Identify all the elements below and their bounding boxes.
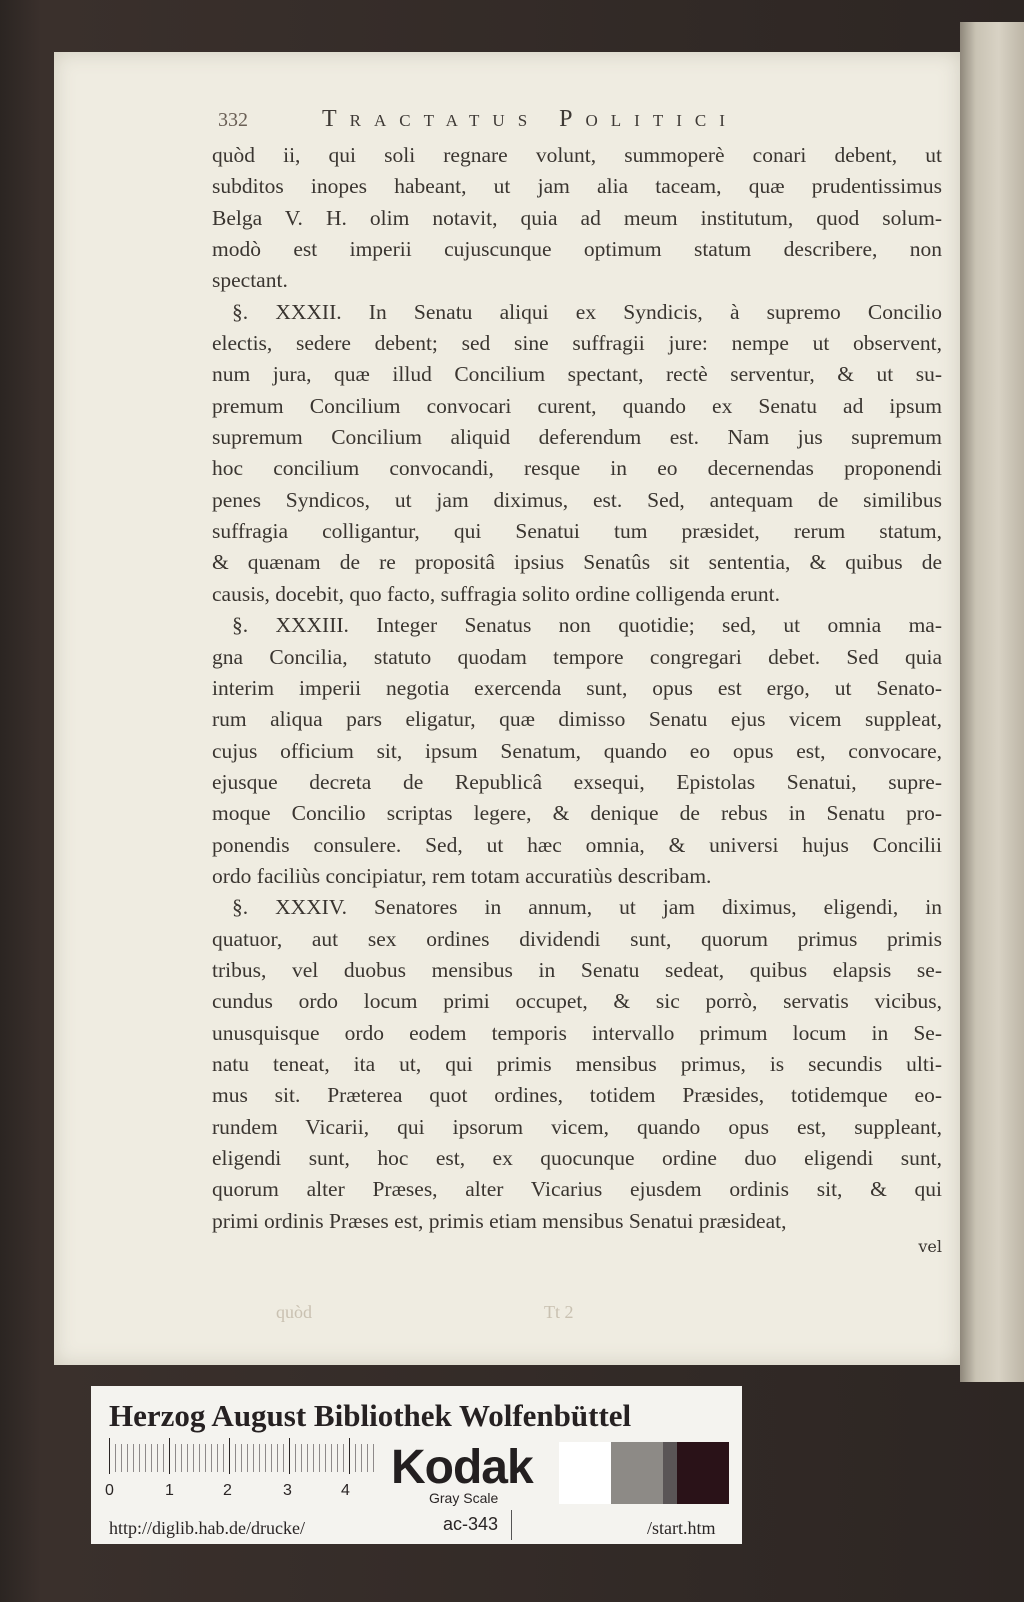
- bleed-through-text: quòd: [276, 1302, 312, 1322]
- text-line: subditos inopes habeant, ut jam alia taceam, quæ prudentissimus: [212, 174, 942, 199]
- book-page: [54, 52, 960, 1365]
- text-line: penes Syndicos, ut jam diximus, est. Sed, antequam de similibus: [212, 487, 942, 512]
- text-line: §. XXXIII. Integer Senatus non quotidie; sed, ut omnia ma-: [232, 613, 942, 638]
- gray-swatch-dark: [663, 1442, 677, 1504]
- text-line: & quænam de re propositâ ipsius Senatûs sit sententia, & quibus de: [212, 550, 942, 575]
- text-line: tribus, vel duobus mensibus in Senatu sedeat, quibus elapsis se-: [212, 957, 942, 982]
- text-line: rum aliqua pars eligatur, quæ dimisso Senatu ejus vicem suppleat,: [212, 707, 942, 732]
- text-line: interim imperii negotia exercenda sunt, opus est ergo, ut Senato-: [212, 675, 942, 700]
- ruler-scale: [109, 1444, 379, 1472]
- running-title: Tractatus Politici: [322, 106, 738, 132]
- running-head: [218, 106, 1002, 140]
- text-line: ejusque decreta de Republicâ exsequi, Epistolas Senatui, supre-: [212, 769, 942, 794]
- text-line: §. XXXIV. Senatores in annum, ut jam diximus, eligendi, in: [232, 895, 942, 920]
- text-line: modò est imperii cujuscunque optimum statum describere, non: [212, 237, 942, 262]
- ruler-major-tick: [229, 1438, 230, 1474]
- text-line: mus sit. Præterea quot ordines, totidem Præsides, totidemque eo-: [212, 1083, 942, 1108]
- text-line: unusquisque ordo eodem temporis intervallo primum locum in Se-: [212, 1020, 942, 1045]
- url-left: http://diglib.hab.de/drucke/: [109, 1518, 305, 1538]
- scale-label: 0: [105, 1482, 114, 1499]
- page-number: 332: [218, 109, 248, 131]
- text-line: ordo faciliùs concipiatur, rem totam accuratiùs describam.: [212, 863, 712, 888]
- ruler-major-tick: [109, 1438, 110, 1474]
- scale-label: 2: [223, 1482, 232, 1499]
- url-right: /start.htm: [647, 1518, 716, 1538]
- catchword: vel: [918, 1237, 942, 1257]
- text-line: electis, sedere debent; sed sine suffragii jure: nempe ut observent,: [212, 331, 942, 356]
- text-line: natu teneat, ita ut, qui primis mensibus primus, is secundis ulti-: [212, 1051, 942, 1076]
- text-line: moque Concilio scriptas legere, & denique de rebus in Senatu pro-: [212, 801, 942, 826]
- text-line: quorum alter Præses, alter Vicarius ejusdem ordinis sit, & qui: [212, 1177, 942, 1202]
- text-line: quatuor, aut sex ordines dividendi sunt, quorum primus primis: [212, 926, 942, 951]
- library-name: Herzog August Bibliothek Wolfenbüttel: [109, 1398, 632, 1433]
- text-line: ponendis consulere. Sed, ut hæc omnia, & universi hujus Concilii: [212, 832, 942, 857]
- text-line: rundem Vicarii, qui ipsorum vicem, quando opus est, suppleant,: [212, 1114, 942, 1139]
- text-line: supremum Concilium aliquid deferendum est. Nam jus supremum: [212, 425, 942, 450]
- gray-scale-label: Gray Scale: [429, 1490, 499, 1506]
- text-line: causis, docebit, quo facto, suffragia solito ordine colligenda erunt.: [212, 581, 780, 606]
- text-line: primi ordinis Præses est, primis etiam mensibus Senatui præsideat,: [212, 1208, 787, 1233]
- scale-label: 4: [341, 1482, 350, 1499]
- scale-label: 1: [165, 1482, 174, 1499]
- bleed-through-signature: Tt 2: [544, 1302, 574, 1322]
- text-line: cundus ordo locum primi occupet, & sic porrò, servatis vicibus,: [212, 989, 942, 1014]
- color-target-card: [91, 1386, 742, 1544]
- text-line: §. XXXII. In Senatu aliqui ex Syndicis, à supremo Concilio: [232, 299, 942, 324]
- ruler-major-tick: [289, 1438, 290, 1474]
- gray-swatch-mid: [611, 1442, 663, 1504]
- text-line: eligendi sunt, hoc est, ex quocunque ordine duo eligendi sunt,: [212, 1146, 942, 1170]
- text-line: Belga V. H. olim notavit, quia ad meum institutum, quod solum-: [212, 205, 942, 230]
- text-line: gna Concilia, statuto quodam tempore congregari debet. Sed quia: [212, 644, 942, 669]
- text-line: num jura, quæ illud Concilium spectant, rectè serventur, & ut su-: [212, 362, 942, 387]
- text-line: spectant.: [212, 268, 288, 293]
- text-line: quòd ii, qui soli regnare volunt, summoperè conari debent, ut: [212, 143, 942, 167]
- text-line: suffragia colligantur, qui Senatui tum præsidet, rerum statum,: [212, 519, 942, 544]
- code-divider: [511, 1510, 512, 1540]
- text-line: hoc concilium convocandi, resque in eo decernendas proponendi: [212, 456, 942, 481]
- text-line: premum Concilium convocari curent, quando ex Senatu ad ipsum: [212, 393, 942, 418]
- ruler-major-tick: [349, 1438, 350, 1474]
- ruler-major-tick: [169, 1438, 170, 1474]
- gray-swatch-white: [559, 1442, 611, 1504]
- scale-label: 3: [283, 1482, 292, 1499]
- body-text: [212, 140, 1002, 1237]
- gray-swatch-black: [677, 1442, 729, 1504]
- text-line: cujus officium sit, ipsum Senatum, quando eo opus est, convocare,: [212, 738, 942, 763]
- shelfmark-code: ac-343: [443, 1514, 499, 1534]
- page-content: [212, 106, 1002, 1256]
- kodak-logo: Kodak: [391, 1441, 533, 1494]
